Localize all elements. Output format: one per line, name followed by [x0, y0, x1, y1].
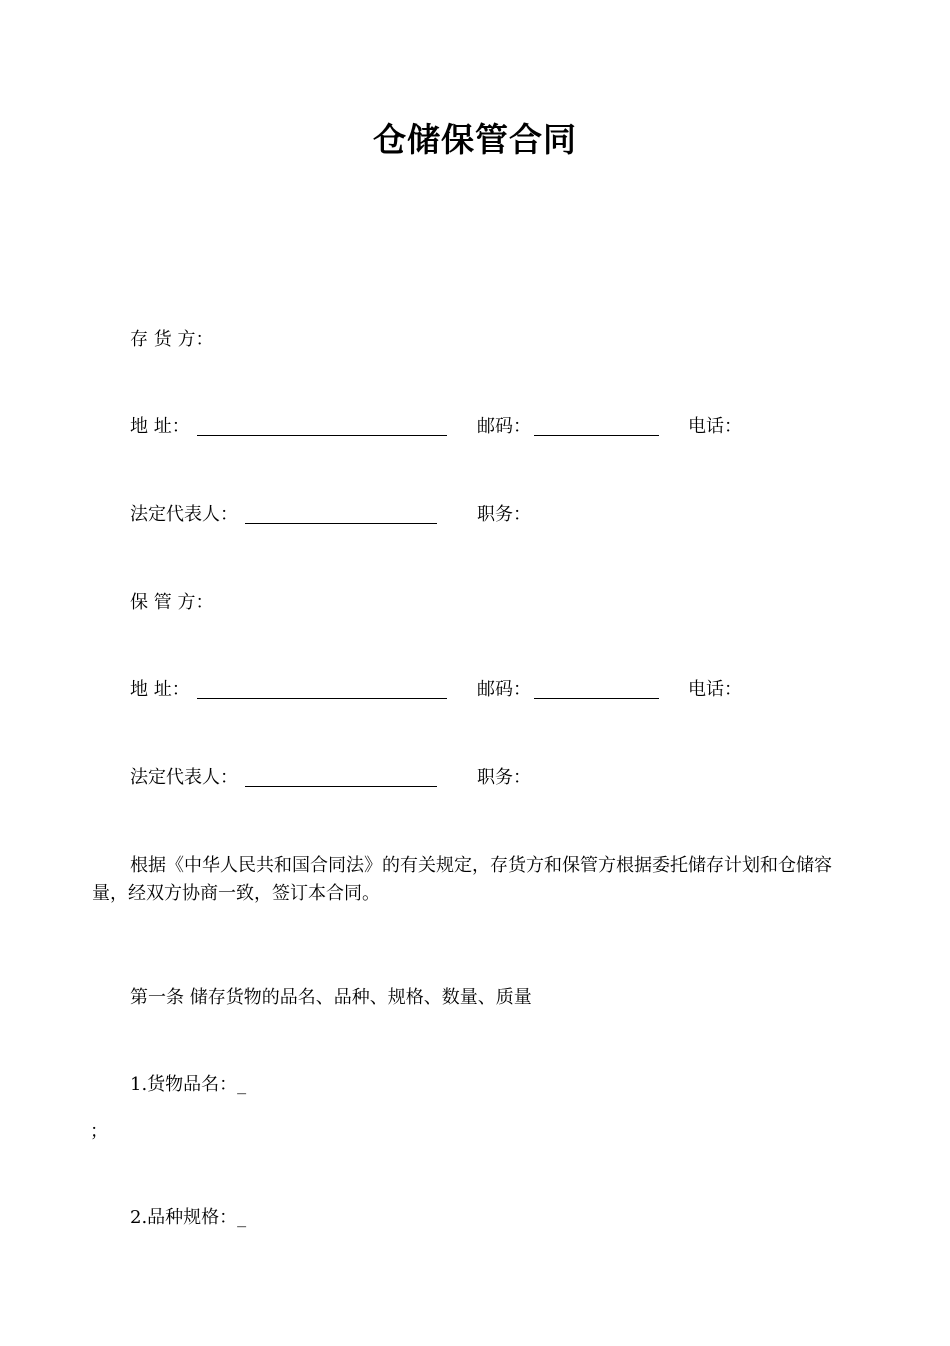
article-1-item-2: 2.品种规格：_ [130, 1207, 247, 1228]
custodian-address-label: 地 址： [130, 679, 190, 700]
custodian-address-field[interactable] [197, 678, 447, 699]
intro-paragraph: 根据《中华人民共和国合同法》的有关规定，存货方和保管方根据委托储存计划和仓储容量，经双方协商一致，签订本合同。 [92, 855, 832, 904]
depositor-label: 存 货 方： [130, 329, 214, 350]
depositor-postcode-field[interactable] [534, 415, 659, 436]
article-1-item-1: 1.货物品名：_ [130, 1074, 247, 1095]
custodian-rep-label: 法定代表人： [130, 767, 238, 788]
article-1-item-1-continuation: ； [90, 1121, 108, 1142]
custodian-position-label: 职务： [477, 767, 531, 788]
custodian-postcode-field[interactable] [534, 678, 659, 699]
depositor-postcode-label: 邮码： [477, 416, 531, 437]
document-title: 仓储保管合同 [373, 120, 577, 159]
depositor-address-label: 地 址： [130, 416, 190, 437]
depositor-address-field[interactable] [197, 415, 447, 436]
depositor-phone-label: 电话： [688, 416, 742, 437]
article-1-heading: 第一条 储存货物的品名、品种、规格、数量、质量 [130, 987, 532, 1008]
depositor-position-label: 职务： [477, 504, 531, 525]
custodian-postcode-label: 邮码： [477, 679, 531, 700]
depositor-rep-label: 法定代表人： [130, 504, 238, 525]
depositor-rep-field[interactable] [245, 503, 437, 524]
custodian-phone-label: 电话： [688, 679, 742, 700]
custodian-label: 保 管 方： [130, 592, 214, 613]
custodian-rep-field[interactable] [245, 766, 437, 787]
